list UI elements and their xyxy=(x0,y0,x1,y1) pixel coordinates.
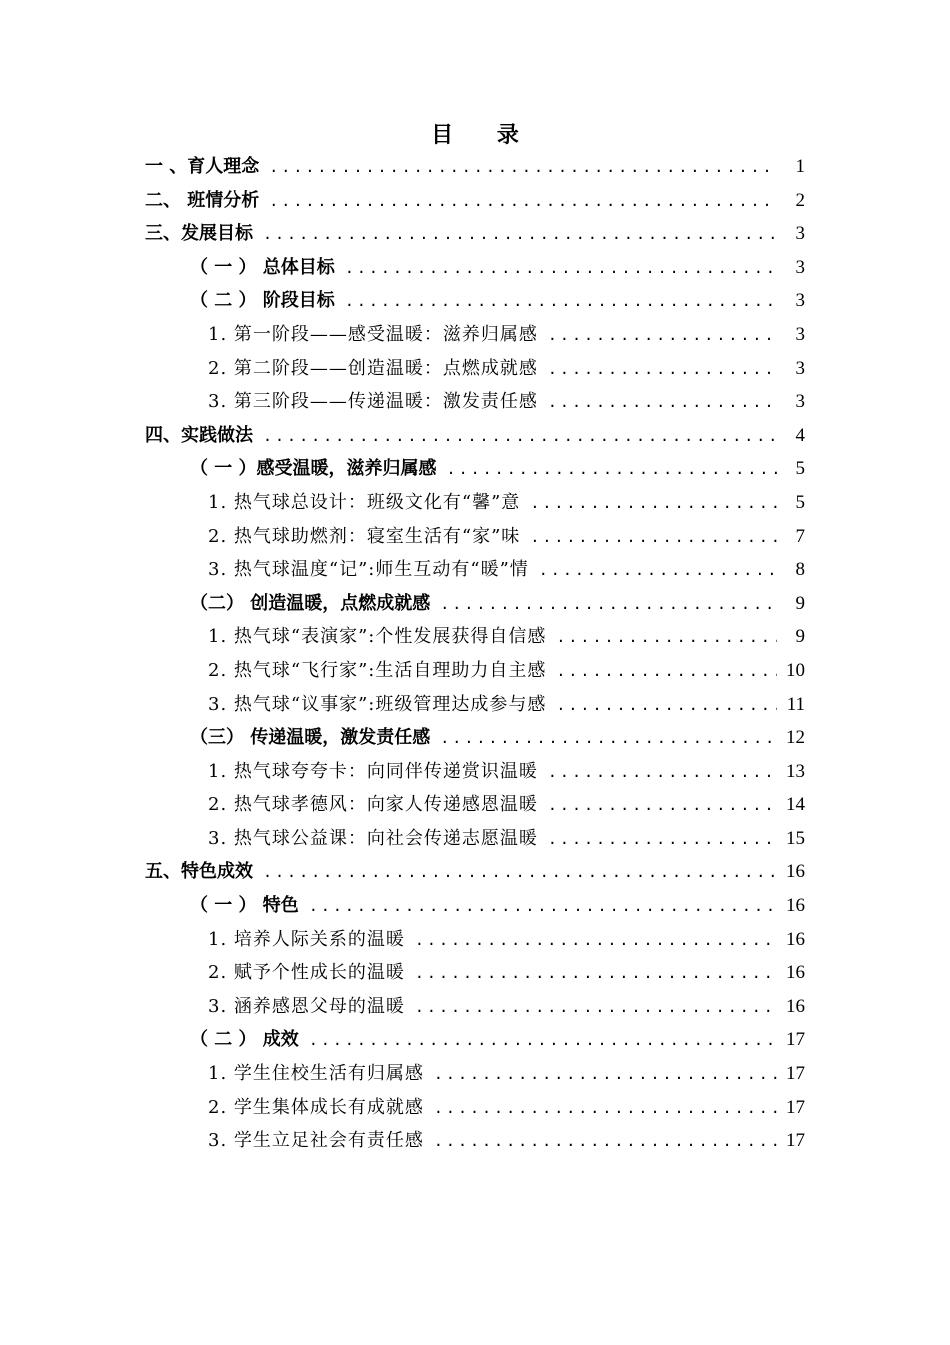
toc-page-number: 16 xyxy=(786,895,805,917)
dot-leader xyxy=(530,487,777,521)
toc-entry[interactable] xyxy=(145,184,805,218)
toc-page-number: 17 xyxy=(786,1063,805,1085)
toc-entry[interactable] xyxy=(145,923,805,957)
toc-page-number: 12 xyxy=(786,727,805,749)
toc-entry[interactable] xyxy=(145,788,805,822)
toc-entry-text: 1. 学生住校生活有归属感 xyxy=(208,1063,424,1085)
dot-leader xyxy=(269,185,777,219)
toc-entry[interactable] xyxy=(145,755,805,789)
toc-entry-text: 3. 热气球公益课：向社会传递志愿温暖 xyxy=(208,827,538,849)
toc-entry[interactable] xyxy=(145,318,805,352)
toc-entry[interactable] xyxy=(145,822,805,856)
dot-leader xyxy=(415,957,777,991)
dot-leader xyxy=(269,151,777,185)
dot-leader xyxy=(548,756,777,790)
toc-entry[interactable] xyxy=(145,452,805,486)
toc-page-number: 9 xyxy=(795,592,805,614)
dot-leader xyxy=(434,1058,777,1092)
toc-entry-text: 1. 热气球夸夸卡：向同伴传递赏识温暖 xyxy=(208,760,538,782)
toc-entry[interactable] xyxy=(145,520,805,554)
toc-entry-text: 2. 学生集体成长有成就感 xyxy=(208,1096,424,1118)
toc-entry-text: （ 一 ） 总体目标 xyxy=(190,256,335,278)
toc-page-number: 5 xyxy=(795,458,805,480)
toc-page-number: 2 xyxy=(795,189,805,211)
dot-leader xyxy=(434,1092,777,1126)
toc-page-number: 3 xyxy=(795,323,805,345)
toc-entry-text: 2. 赋予个性成长的温暖 xyxy=(208,962,405,984)
toc-page-number: 4 xyxy=(795,424,805,446)
toc-entry[interactable] xyxy=(145,1124,805,1158)
dot-leader xyxy=(556,621,777,655)
dot-leader xyxy=(345,252,777,286)
toc-page-number: 3 xyxy=(795,357,805,379)
toc-entry-text: 五、特色成效 xyxy=(145,861,253,883)
dot-leader xyxy=(263,218,777,252)
dot-leader xyxy=(548,353,777,387)
toc-entry-text: 2. 热气球孝德风：向家人传递感恩温暖 xyxy=(208,794,538,816)
toc-entry-text: 3. 热气球“议事家”:班级管理达成参与感 xyxy=(208,693,547,715)
toc-entry[interactable] xyxy=(145,620,805,654)
toc-page-number: 8 xyxy=(795,559,805,581)
toc-entry-text: 3. 涵养感恩父母的温暖 xyxy=(208,995,405,1017)
toc-entry-text: 一 、育人理念 xyxy=(145,156,260,177)
toc-entry-text: 2. 热气球“飞行家”:生活自理助力自主感 xyxy=(208,659,547,681)
toc-entry[interactable] xyxy=(145,688,805,722)
toc-entry[interactable] xyxy=(145,587,805,621)
toc-entry[interactable] xyxy=(145,654,805,688)
toc-page-number: 11 xyxy=(786,693,805,715)
toc-entry-text: 3. 热气球温度“记”:师生互动有“暖”情 xyxy=(208,559,529,581)
dot-leader xyxy=(263,420,777,454)
table-of-contents xyxy=(145,150,805,1158)
toc-entry-text: 2. 热气球助燃剂：寝室生活有“家”味 xyxy=(208,525,521,547)
toc-page-number: 13 xyxy=(786,760,805,782)
toc-entry-text: （二） 创造温暖，点燃成就感 xyxy=(190,592,431,614)
toc-entry-text: 三、发展目标 xyxy=(145,223,253,245)
toc-entry-text: （ 一 ） 特色 xyxy=(190,895,299,917)
toc-entry-text: 1. 第一阶段——感受温暖：滋养归属感 xyxy=(208,323,538,345)
dot-leader xyxy=(556,689,777,723)
toc-entry-text: （三） 传递温暖，激发责任感 xyxy=(190,727,431,749)
toc-entry-text: （ 一 ）感受温暖，滋养归属感 xyxy=(190,458,437,480)
toc-entry-text: 2. 第二阶段——创造温暖：点燃成就感 xyxy=(208,357,538,379)
toc-page-number: 5 xyxy=(795,491,805,513)
toc-entry[interactable] xyxy=(145,486,805,520)
toc-page-number: 17 xyxy=(786,1096,805,1118)
toc-entry[interactable] xyxy=(145,419,805,453)
toc-entry-text: 3. 学生立足社会有责任感 xyxy=(208,1130,424,1152)
toc-entry[interactable] xyxy=(145,352,805,386)
toc-entry-text: （ 二 ） 阶段目标 xyxy=(190,290,335,312)
toc-entry-text: 3. 第三阶段——传递温暖：激发责任感 xyxy=(208,391,538,413)
toc-page-number: 16 xyxy=(786,928,805,950)
toc-page-number: 15 xyxy=(786,827,805,849)
toc-page-number: 1 xyxy=(795,156,805,177)
page-title: 目 录 xyxy=(431,123,537,148)
toc-entry[interactable] xyxy=(145,385,805,419)
toc-page-number: 14 xyxy=(786,794,805,816)
toc-page-number: 17 xyxy=(786,1130,805,1152)
toc-entry[interactable] xyxy=(145,721,805,755)
toc-page-number: 9 xyxy=(795,626,805,648)
toc-page-number: 16 xyxy=(786,861,805,883)
toc-entry[interactable] xyxy=(145,1057,805,1091)
toc-entry[interactable] xyxy=(145,889,805,923)
toc-page-number: 10 xyxy=(786,659,805,681)
dot-leader xyxy=(548,789,777,823)
dot-leader xyxy=(548,386,777,420)
dot-leader xyxy=(556,655,777,689)
dot-leader xyxy=(440,588,777,622)
toc-entry-text: 1. 热气球“表演家”:个性发展获得自信感 xyxy=(208,626,547,648)
toc-entry[interactable] xyxy=(145,150,805,184)
toc-entry[interactable] xyxy=(145,251,805,285)
toc-entry-text: 二、 班情分析 xyxy=(145,189,260,211)
toc-entry[interactable] xyxy=(145,1091,805,1125)
toc-entry[interactable] xyxy=(145,1023,805,1057)
toc-entry-text: 四、实践做法 xyxy=(145,424,253,446)
toc-entry-text: 1. 热气球总设计：班级文化有“馨”意 xyxy=(208,491,521,513)
toc-page-number: 16 xyxy=(786,995,805,1017)
toc-entry-text: 1. 培养人际关系的温暖 xyxy=(208,928,405,950)
toc-page-number: 3 xyxy=(795,223,805,245)
toc-page-number: 17 xyxy=(786,1029,805,1051)
dot-leader xyxy=(345,285,777,319)
toc-entry[interactable] xyxy=(145,956,805,990)
dot-leader xyxy=(415,924,777,958)
toc-entry[interactable] xyxy=(145,990,805,1024)
dot-leader xyxy=(530,521,777,555)
toc-page-number: 3 xyxy=(795,290,805,312)
toc-entry[interactable] xyxy=(145,217,805,251)
dot-leader xyxy=(440,722,777,756)
dot-leader xyxy=(309,1024,777,1058)
toc-entry[interactable] xyxy=(145,855,805,889)
dot-leader xyxy=(263,856,777,890)
dot-leader xyxy=(548,319,777,353)
toc-entry-text: （ 二 ） 成效 xyxy=(190,1029,299,1051)
toc-page-number: 16 xyxy=(786,962,805,984)
toc-entry[interactable] xyxy=(145,284,805,318)
toc-page-number: 7 xyxy=(795,525,805,547)
toc-page-number: 3 xyxy=(795,256,805,278)
dot-leader xyxy=(434,1125,777,1159)
toc-page-number: 3 xyxy=(795,391,805,413)
dot-leader xyxy=(415,991,777,1025)
dot-leader xyxy=(309,890,777,924)
toc-entry[interactable] xyxy=(145,553,805,587)
dot-leader xyxy=(548,823,777,857)
dot-leader xyxy=(447,453,777,487)
dot-leader xyxy=(539,554,777,588)
